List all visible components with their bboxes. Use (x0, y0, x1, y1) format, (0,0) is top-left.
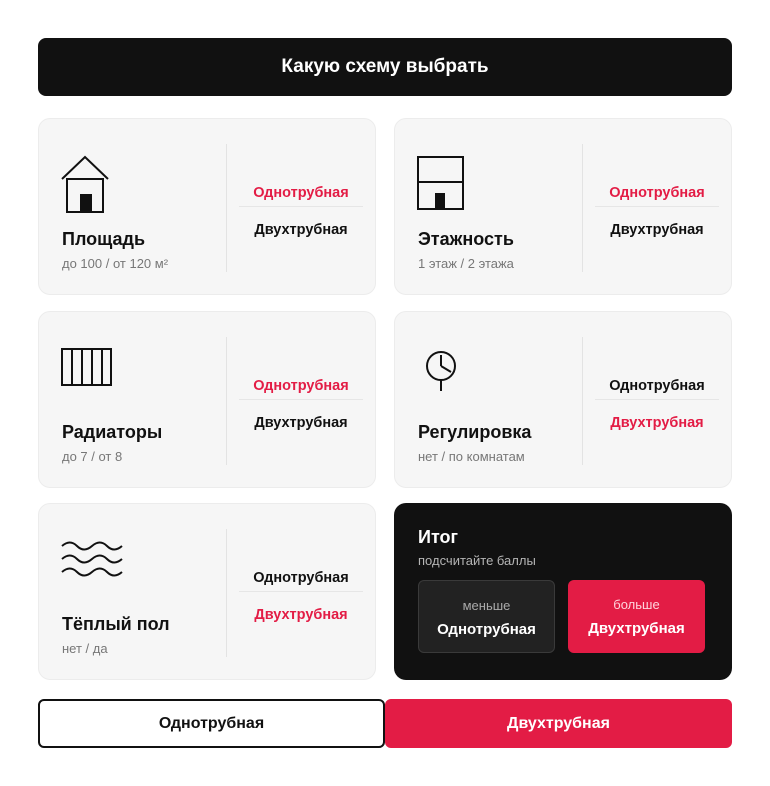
divider (582, 144, 583, 272)
summary-card (394, 503, 732, 680)
option-one-pipe[interactable]: Однотрубная (253, 185, 349, 201)
criterion-card-floor-heating (38, 503, 376, 680)
radiator-icon (61, 348, 113, 393)
option-one-pipe[interactable]: Однотрубная (609, 185, 705, 201)
criterion-card-radiators (38, 311, 376, 488)
criterion-card-regulation (394, 311, 732, 488)
criterion-subtitle: нет / да (62, 641, 108, 656)
criterion-subtitle: до 7 / от 8 (62, 449, 123, 464)
option-two-pipe[interactable]: Двухтрубная (610, 415, 704, 431)
divider (239, 399, 363, 400)
criterion-card-area (38, 118, 376, 295)
house-icon (61, 155, 109, 220)
criterion-title: Этажность (418, 229, 514, 249)
one-pipe-button[interactable]: Однотрубная (38, 699, 385, 748)
criterion-subtitle: до 100 / от 120 м² (62, 256, 169, 271)
summary-less-box (418, 580, 555, 653)
divider (226, 337, 227, 465)
heat-waves-icon (61, 540, 123, 585)
divider (595, 399, 719, 400)
divider (226, 144, 227, 272)
summary-less-value: Однотрубная (437, 621, 536, 638)
divider (582, 337, 583, 465)
criterion-subtitle: 1 этаж / 2 этажа (418, 256, 514, 271)
criterion-title: Площадь (62, 229, 146, 249)
option-one-pipe[interactable]: Однотрубная (253, 570, 349, 586)
criterion-title: Тёплый пол (62, 614, 170, 634)
divider (239, 591, 363, 592)
option-two-pipe[interactable]: Двухтрубная (254, 607, 348, 623)
page-header (38, 38, 732, 96)
option-two-pipe[interactable]: Двухтрубная (254, 415, 348, 431)
divider (226, 529, 227, 657)
option-two-pipe[interactable]: Двухтрубная (610, 222, 704, 238)
divider (595, 206, 719, 207)
two-pipe-button[interactable]: Двухтрубная (385, 699, 732, 748)
summary-more-value: Двухтрубная (588, 620, 685, 637)
option-one-pipe[interactable]: Однотрубная (253, 378, 349, 394)
divider (239, 206, 363, 207)
page-title: Какую схему выбрать (281, 56, 489, 77)
floors-icon (417, 155, 465, 216)
thermostat-icon (425, 350, 459, 397)
option-one-pipe[interactable]: Однотрубная (609, 378, 705, 394)
summary-title: Итог (418, 527, 459, 547)
summary-less-label: меньше (462, 598, 511, 613)
criterion-card-floors (394, 118, 732, 295)
summary-more-label: больше (613, 597, 660, 612)
summary-subtitle: подсчитайте баллы (418, 553, 536, 568)
criterion-subtitle: нет / по комнатам (418, 449, 525, 464)
summary-more-box (568, 580, 705, 653)
criterion-title: Регулировка (418, 422, 532, 442)
option-two-pipe[interactable]: Двухтрубная (254, 222, 348, 238)
criterion-title: Радиаторы (62, 422, 163, 442)
